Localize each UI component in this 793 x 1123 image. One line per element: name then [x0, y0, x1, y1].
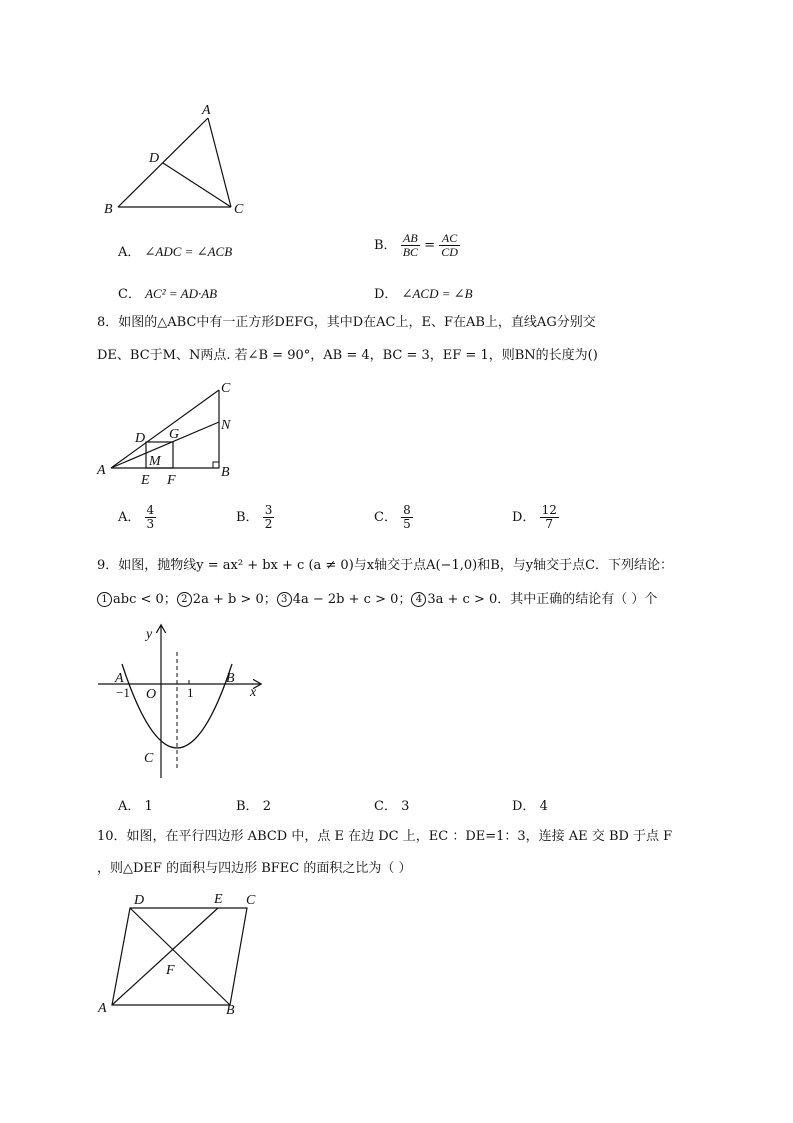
q10-parallelogram-figure: [94, 888, 266, 1020]
fraction-denominator: 5: [403, 517, 411, 531]
q8-question-line-1: 8．如图的△ABC中有一正方形DEFG，其中D在AC上，E、F在AB上，直线AG分别交: [97, 315, 596, 330]
fraction-denominator: 3: [146, 517, 155, 531]
option-label: C．: [118, 287, 141, 302]
q8-label-d: D: [135, 431, 146, 446]
q7-label-c: C: [234, 202, 244, 217]
option-label: A．: [118, 510, 141, 525]
fraction-numerator: AC: [439, 232, 460, 246]
fraction-numerator: AB: [401, 232, 420, 246]
option-text: ∠ACD = ∠B: [401, 286, 473, 301]
fraction-numerator: 8: [403, 503, 411, 517]
q9-label-x: x: [250, 685, 257, 700]
conclusion-2: 2a + b > 0；: [192, 592, 277, 607]
q8-question-line-2: DE、BC于M、N两点. 若∠B = 90°，AB = 4，BC = 3，EF = 1，则BN的长度为(): [97, 348, 598, 363]
q8-option-b[interactable]: [236, 504, 274, 531]
q10-label-c: C: [246, 893, 256, 908]
q8-label-n: N: [221, 418, 231, 433]
q8-label-m: M: [149, 454, 161, 469]
q10-label-f: F: [166, 963, 175, 978]
q9-question-line-1: 9．如图，抛物线y = ax² + bx + c (a ≠ 0)与x轴交于点A(−1,0)和B，与y轴交于点C．下列结论：: [97, 558, 674, 573]
q9-label-c: C: [144, 751, 154, 766]
q8-option-c[interactable]: [374, 504, 413, 531]
equals-sign: =: [424, 238, 436, 253]
q9-option-c[interactable]: [374, 795, 409, 814]
q10-label-a: A: [98, 1001, 107, 1016]
q8-right-angle-mark: [213, 462, 219, 468]
q7-option-d[interactable]: [374, 283, 473, 302]
option-label: D．: [512, 799, 536, 814]
q8-label-e: E: [141, 473, 150, 488]
fraction-numerator: 3: [264, 503, 273, 517]
q7-label-a: A: [202, 103, 211, 118]
q9-label-o: O: [146, 687, 157, 702]
fraction: [439, 232, 460, 259]
option-label: A．: [118, 245, 141, 260]
q9-label-a: A: [115, 671, 124, 686]
fraction-numerator: 12: [541, 503, 557, 517]
option-text: 2: [262, 799, 271, 814]
q8-label-c: C: [221, 381, 231, 396]
q10-label-b: B: [226, 1003, 235, 1018]
q9-option-b[interactable]: [236, 795, 271, 814]
q8-triangle-figure: [95, 376, 245, 488]
option-text: AC² = AD·AB: [145, 286, 218, 301]
q8-option-d[interactable]: [512, 504, 559, 531]
conclusion-1: abc < 0；: [113, 592, 177, 607]
q9-conclusions-line: [97, 592, 657, 608]
fraction-denominator: 2: [264, 517, 273, 531]
fraction-numerator: 4: [146, 503, 155, 517]
option-text: 1: [144, 799, 153, 814]
fraction-denominator: 7: [545, 517, 554, 531]
circled-number: 3: [277, 592, 292, 607]
q7-label-b: B: [104, 202, 113, 217]
fraction: [145, 504, 157, 531]
option-text: ∠ADC = ∠ACB: [144, 244, 233, 259]
q7-option-b[interactable]: [374, 232, 460, 259]
q8-label-a: A: [97, 463, 106, 478]
q7-triangle-figure: [100, 100, 260, 220]
conclusion-4: 3a + c > 0．其中正确的结论有（ ）个: [427, 592, 658, 607]
q10-label-d: D: [134, 893, 145, 908]
q10-diagonal-bd: [130, 908, 230, 1005]
fraction-denominator: BC: [402, 245, 419, 259]
fraction: [263, 504, 275, 531]
q8-label-b: B: [221, 465, 230, 480]
conclusion-3: 4a − 2b + c > 0；: [292, 592, 412, 607]
option-label: D．: [512, 510, 536, 525]
q9-label-neg1: −1: [116, 685, 130, 700]
q9-label-y: y: [146, 627, 153, 642]
circled-number: 1: [97, 592, 112, 607]
circled-number: 4: [411, 592, 426, 607]
option-label: B．: [374, 238, 397, 253]
q9-parabola-figure: [94, 620, 266, 785]
q7-option-a[interactable]: [118, 241, 232, 260]
fraction: [401, 504, 413, 531]
option-label: C．: [374, 799, 397, 814]
q9-label-one: 1: [187, 685, 194, 700]
fraction-denominator: CD: [441, 245, 458, 259]
option-text: 4: [539, 799, 548, 814]
option-label: A．: [118, 799, 141, 814]
option-text: 3: [401, 799, 410, 814]
q9-label-b: B: [226, 671, 235, 686]
q8-label-f: F: [167, 473, 176, 488]
q10-question-line-2: ，则△DEF 的面积与四边形 BFEC 的面积之比为（ ）: [97, 861, 412, 876]
q8-option-a[interactable]: [118, 504, 156, 531]
q7-side-ba: [118, 118, 208, 207]
q9-option-d[interactable]: [512, 795, 548, 814]
option-label: B．: [236, 510, 259, 525]
q10-label-e: E: [214, 892, 223, 907]
option-label: C．: [374, 510, 397, 525]
fraction: [540, 504, 559, 531]
fraction: [401, 232, 420, 259]
circled-number: 2: [177, 592, 192, 607]
option-label: D．: [374, 287, 398, 302]
q7-option-c[interactable]: [118, 283, 217, 302]
q7-label-d: D: [149, 151, 160, 166]
q9-option-a[interactable]: [118, 795, 153, 814]
q10-question-line-1: 10．如图，在平行四边形 ABCD 中，点 E 在边 DC 上，EC ：DE=1：3，连接 AE 交 BD 于点 F: [97, 829, 673, 844]
q8-label-g: G: [169, 427, 180, 442]
option-label: B．: [236, 799, 259, 814]
